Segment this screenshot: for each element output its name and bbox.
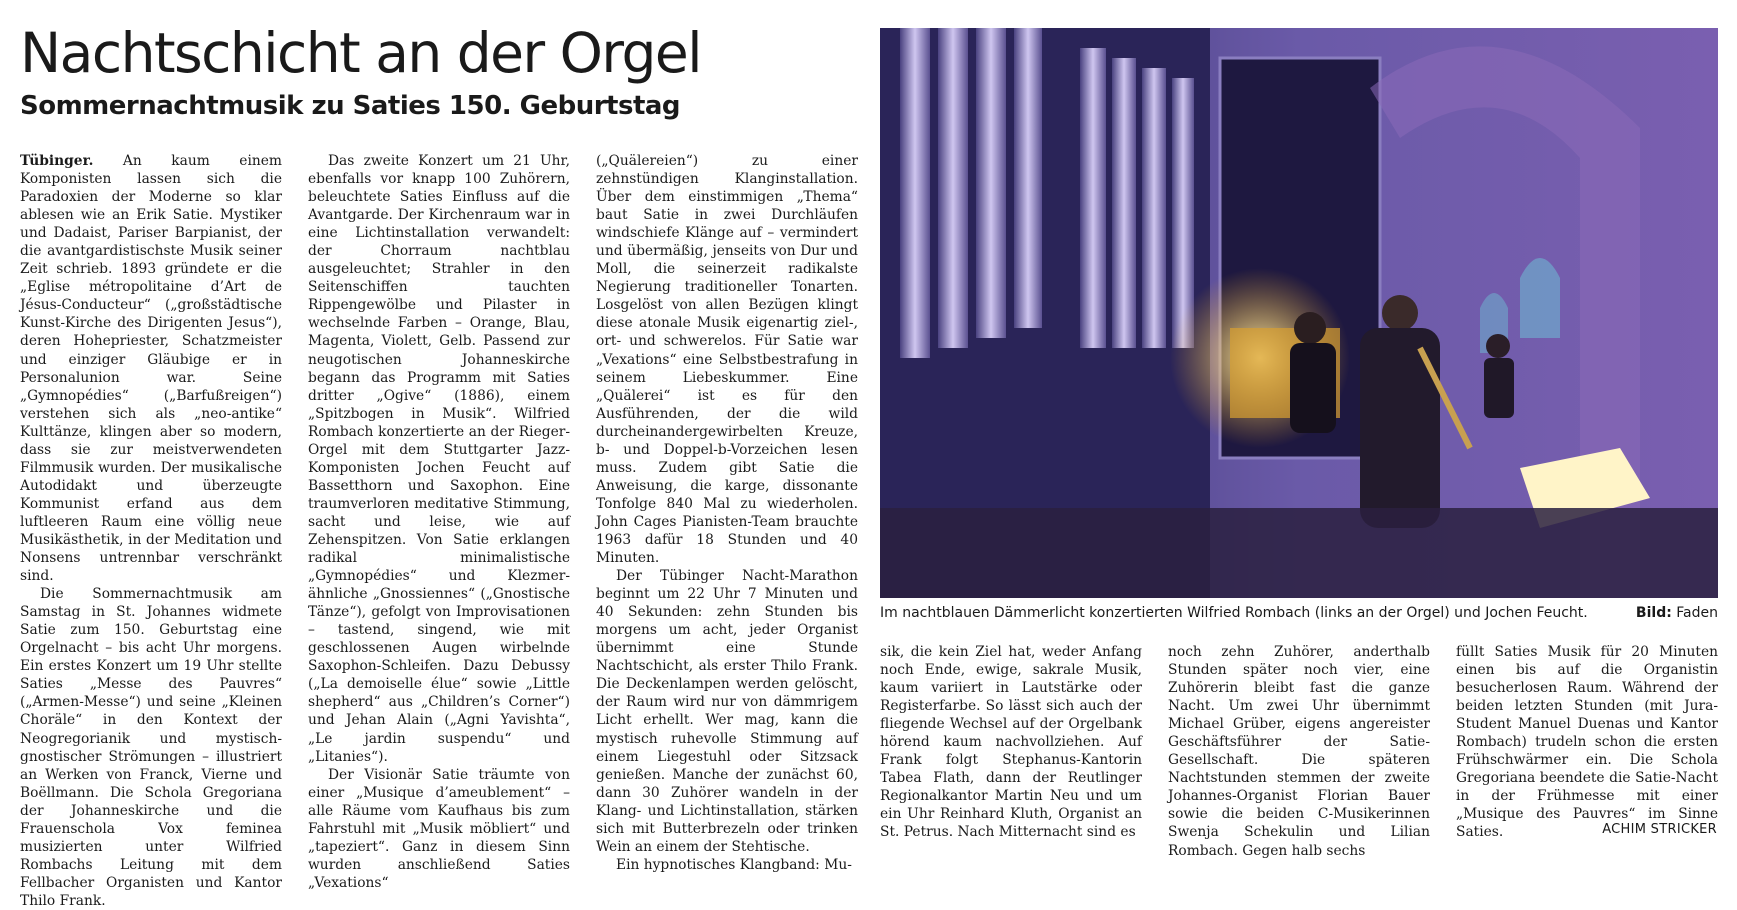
- article-column-2: [308, 152, 570, 892]
- paragraph: („Quälereien“) zu einer zehnstündigen Klanginstallation. Über dem einstimmigen „Thema“ baut Satie in zwei Durchläufen windschiefe Klänge auf – vermindert und übermäßig, jenseits von Dur und Moll, die seinerzeit radikalste Negierung traditioneller Tonarten. Losgelöst von allen Bezügen klingt diese atonale Musik eigenartig ziel-, ort- und schwerelos. Für Satie war „Vexations“ eine Selbstbestrafung in seinem Liebeskummer. Eine „Quälerei“ ist es für den Ausführenden, der die wild durcheinandergewirbelten Kreuze, b- und Doppel-b-Vorzeichen lesen muss. Zudem gibt Satie die Anweisung, die karge, dissonante Tonfolge 840 Mal zu wiederholen. John Cages Pianisten-Team brauchte 1963 dafür 18 Stunden und 40 Minuten.: [596, 153, 858, 567]
- paragraph: Ein hypnotisches Klangband: Mu-: [616, 856, 852, 873]
- photo-credit-name: Faden: [1676, 605, 1718, 621]
- byline: ACHIM STRICKER: [1602, 822, 1717, 837]
- dateline: Tübinger.: [20, 153, 94, 169]
- headline: Nachtschicht an der Orgel: [20, 21, 702, 85]
- paragraph: noch zehn Zuhörer, anderthalb Stunden später noch vier, eine Zuhörerin bleibt fast die ganze Nacht. Um zwei Uhr übernimmt Michael Grüber, eigens angereister Geschäftsführer der Satie-Gesellschaft. Die späteren Nachtstunden stemmen der zweite Johannes-Organist Florian Bauer sowie die beiden C-Musikerinnen Swenja Schekulin und Lilian Rombach. Gegen halb sechs: [1168, 644, 1430, 859]
- paragraph: sik, die kein Ziel hat, weder Anfang noch Ende, ewige, sakrale Musik, kaum variiert in Lautstärke oder Registerfarbe. So lässt sich auch der fliegende Wechsel auf der Orgelbank hörend kaum nachvollziehen. Auf Frank folgt Stephanus-Kantorin Tabea Flath, dann der Reutlinger Regionalkantor Martin Neu und um ein Uhr Reinhard Kluth, Organist an St. Petrus. Nach Mitternacht sind es: [880, 644, 1142, 841]
- paragraph-text: An kaum einem Komponisten lassen sich die Paradoxien der Moderne so klar ablesen wie an Erik Satie. Mystiker und Dadaist, Pariser Barpianist, der die avantgardistischste Musik seiner Zeit schrieb. 1893 gründete er die „Eglise métropolitaine d’Art de Jésus-Conducteur“ („großstädtische Kunst-Kirche des Dirigenten Jesus“), deren Hohepriester, Schatzmeister und einziger Gläubige er in Personalunion war. Seine „Gymnopédies“ („Barfußreigen“) verstehen sich als „neo-antike“ Kulttänze, klingen aber so modern, dass sie zur meistverwendeten Filmmusik wurden. Der musikalische Autodidakt und überzeugte Kommunist erfand aus dem luftleeren Raum eine völlig neue Musikästhetik, in der Meditation und Nonsens untrennbar verschränkt sind.: [20, 153, 282, 585]
- paragraph: füllt Saties Musik für 20 Minuten einen bis auf die Organistin besucherlosen Raum. Während der beiden letzten Stunden (mit Jura-Student Manuel Duenas und Kantor Rombach) trudeln schon die ersten Frühschwärmer ein. Die Schola Gregoriana beendete die Satie-Nacht in der Frühmesse mit einer „Musique des Pauvres“ im Sinne Saties.: [1456, 644, 1718, 841]
- article-photo: [880, 28, 1718, 598]
- paragraph: Die Sommernachtmusik am Samstag in St. Johannes widmete Satie zum 150. Geburtstag eine Orgelnacht – bis acht Uhr morgens. Ein erstes Konzert um 19 Uhr stellte Saties „Messe des Pauvres“ („Armen-Messe“) und seine „Kleinen Choräle“ in den Kontext der Neogregorianik und mystisch-gnostischer Strömungen – illustriert an Werken von Franck, Vierne und Boëllmann. Die Schola Gregoriana der Johanneskirche und die Frauenschola Vox feminea musizierten unter Wilfried Rombachs Leitung mit dem Fellbacher Organisten und Kantor Thilo Frank.: [20, 586, 282, 909]
- photo-caption-row: [880, 605, 1718, 621]
- article-column-5: [1168, 643, 1430, 860]
- paragraph: Der Visionär Satie träumte von einer „Musique d’ameublement“ – alle Räume vom Kaufhaus bis zum Fahrstuhl mit „Musik möbliert“ und „tapeziert“. Ganz in diesem Sinn wurden anschließend Saties „Vexations“: [308, 766, 570, 891]
- article-column-3: [596, 152, 858, 874]
- article-column-1: [20, 152, 282, 910]
- organ-concert-photo: [880, 28, 1718, 598]
- photo-caption: Im nachtblauen Dämmerlicht konzertierten Wilfried Rombach (links an der Orgel) und Jochen Feucht.: [880, 605, 1588, 621]
- paragraph: Der Tübinger Nacht-Marathon beginnt um 22 Uhr 7 Minuten und 40 Sekunden: zehn Stunden bis morgens um acht, jeder Organist übernimmt eine Stunde Nachtschicht, als erster Thilo Frank. Die Deckenlampen werden gelöscht, der Raum wird nur von dämmrigem Licht erhellt. Wer mag, kann die mystisch ruhevolle Stimmung auf einem Liegestuhl oder Sitzsack genießen. Manche der zunächst 60, dann 30 Zuhörer wandeln in der Klang- und Lichtinstallation, stärken sich mit Butterbrezeln oder trinken Wein an einem der Stehtische.: [596, 568, 858, 855]
- subheadline: Sommernachtmusik zu Saties 150. Geburtstag: [20, 91, 681, 121]
- paragraph: Das zweite Konzert um 21 Uhr, ebenfalls vor knapp 100 Zuhörern, beleuchtete Saties Einfluss auf die Avantgarde. Der Kirchenraum war in eine Lichtinstallation verwandelt: der Chorraum nachtblau ausgeleuchtet; Strahler in den Seitenschiffen tauchten Rippengewölbe und Pilaster in wechselnde Farben – Orange, Blau, Magenta, Violett, Gelb. Passend zur neugotischen Johanneskirche begann das Programm mit Saties dritter „Ogive“ (1886), einem „Spitzbogen in Musik“. Wilfried Rombach konzertierte an der Rieger-Orgel mit dem Stuttgarter Jazz-Komponisten Jochen Feucht auf Bassetthorn und Saxophon. Eine traumverloren meditative Stimmung, sacht und leise, wie auf Zehenspitzen. Von Satie erklangen radikal minimalistische „Gymnopédies“ und Klezmer-ähnliche „Gnossiennes“ („Gnostische Tänze“), gefolgt von Improvisationen – tastend, singend, wie mit geschlossenen Augen wirbelnde Saxophon-Schleifen. Dazu Debussy („La demoiselle élue“ sowie „Little shepherd“ aus „Children’s Corner“) und Jehan Alain („Agni Yavishta“, „Le jardin suspendu“ und „Litanies“).: [308, 153, 570, 765]
- photo-credit: [1636, 605, 1718, 621]
- paragraph: [20, 152, 282, 585]
- church-window: [1520, 258, 1560, 338]
- photo-credit-label: Bild:: [1635, 605, 1672, 621]
- listener-figure: [1484, 334, 1514, 418]
- article-column-6: [1456, 643, 1718, 842]
- article-column-4: [880, 643, 1142, 842]
